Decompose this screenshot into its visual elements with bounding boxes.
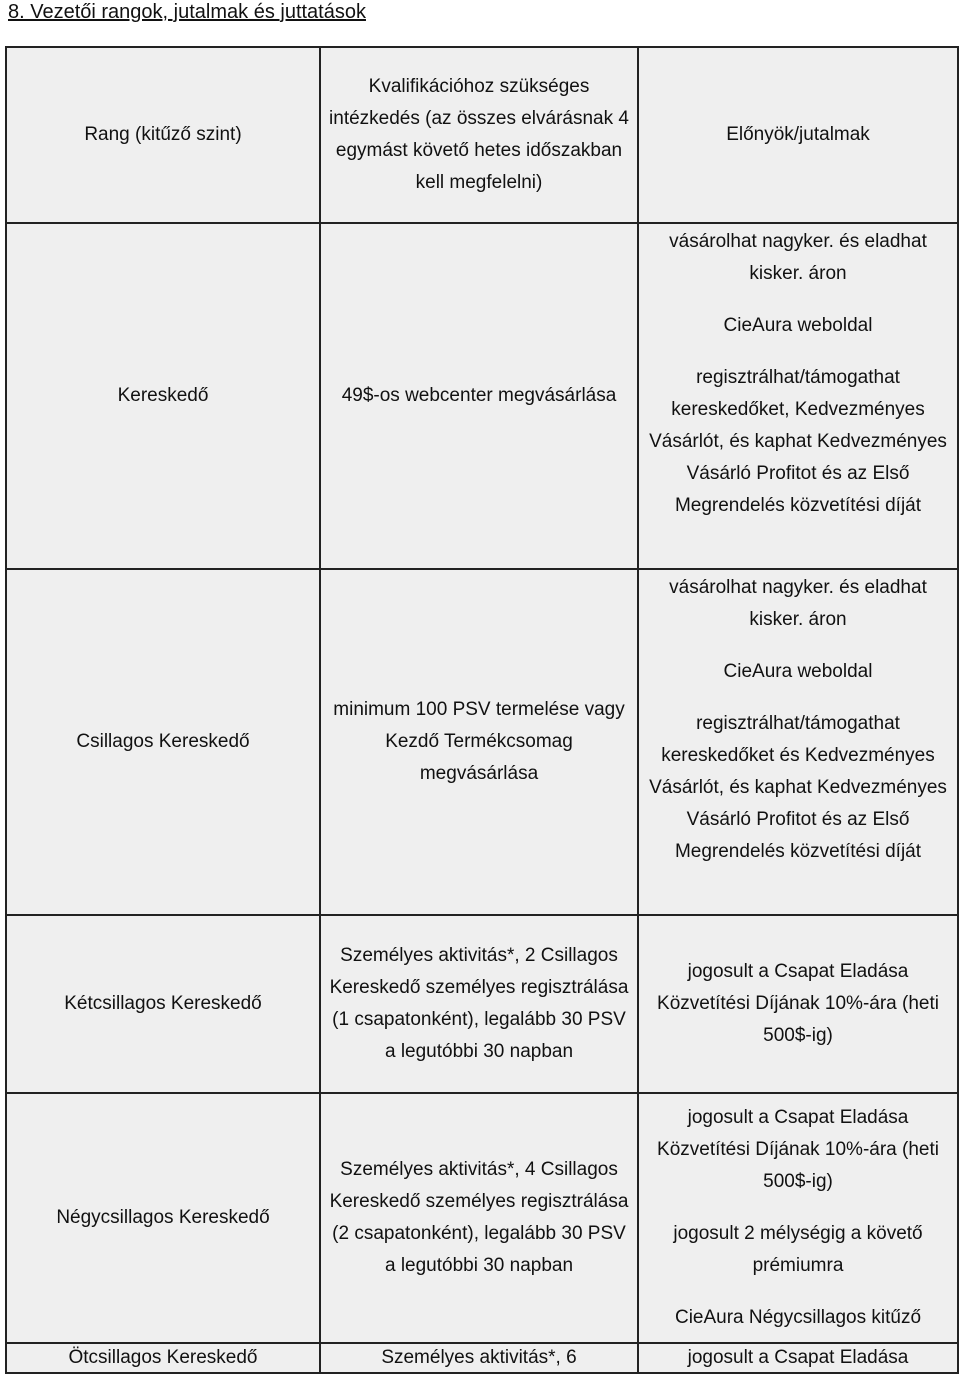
table-row (6, 569, 958, 915)
benefits-cell (638, 1093, 958, 1343)
benefits-cell (638, 223, 958, 569)
table-row (6, 1093, 958, 1343)
qualification-cell: minimum 100 PSV termelése vagy Kezdő Termékcsomag megvásárlása (320, 569, 638, 915)
table-row (6, 915, 958, 1093)
benefits-cell (638, 915, 958, 1093)
benefit-item: regisztrálhat/támogathat kereskedőket és Kedvezményes Vásárlót, és kaphat Kedvezményes Vásárló Profitot és az Első Megrendelés közvetítési díját (649, 713, 947, 862)
benefit-item: CieAura weboldal (723, 315, 873, 336)
header-qualification: Kvalifikációhoz szükséges intézkedés (az összes elvárásnak 4 egymást követő hetes időszakban kell megfelelni) (320, 47, 638, 223)
rank-cell: Kétcsillagos Kereskedő (6, 915, 320, 1093)
benefit-item: regisztrálhat/támogathat kereskedőket, Kedvezményes Vásárlót, és kaphat Kedvezményes Vásárló Profitot és az Első Megrendelés közvetítési díját (649, 367, 947, 516)
benefit-item: vásárolhat nagyker. és eladhat kisker. áron (669, 231, 927, 284)
qualification-cell: Személyes aktivitás*, 4 Csillagos Kereskedő személyes regisztrálása (2 csapatonként), legalább 30 PSV a legutóbbi 30 napban (320, 1093, 638, 1343)
rank-cell: Csillagos Kereskedő (6, 569, 320, 915)
qualification-cell: Személyes aktivitás*, 2 Csillagos Kereskedő személyes regisztrálása (1 csapatonként), legalább 30 PSV a legutóbbi 30 napban (320, 915, 638, 1093)
benefit-item: CieAura weboldal (723, 661, 873, 682)
rank-cell: Kereskedő (6, 223, 320, 569)
table-row (6, 1343, 958, 1373)
benefit-item: jogosult 2 mélységig a követő prémiumra (673, 1223, 923, 1276)
rank-cell: Négycsillagos Kereskedő (6, 1093, 320, 1343)
benefit-item: CieAura Négycsillagos kitűző (674, 1307, 922, 1328)
header-benefits: Előnyök/jutalmak (638, 47, 958, 223)
benefit-item: jogosult a Csapat Eladása Közvetítési Díjának 10%-ára (heti 500$-ig) (657, 1107, 939, 1192)
header-rank: Rang (kitűző szint) (6, 47, 320, 223)
benefit-item: jogosult a Csapat Eladása (687, 1347, 909, 1368)
table-header-row (6, 47, 958, 223)
benefit-item: jogosult a Csapat Eladása Közvetítési Díjának 10%-ára (heti 500$-ig) (657, 961, 939, 1046)
rank-cell: Ötcsillagos Kereskedő (6, 1343, 320, 1373)
benefits-cell (638, 569, 958, 915)
section-title: 8. Vezetői rangok, jutalmak és juttatások (8, 1, 366, 23)
table-row (6, 223, 958, 569)
qualification-cell: Személyes aktivitás*, 6 (320, 1343, 638, 1373)
ranks-table (5, 46, 959, 1374)
benefits-cell (638, 1343, 958, 1373)
qualification-cell: 49$-os webcenter megvásárlása (320, 223, 638, 569)
benefit-item: vásárolhat nagyker. és eladhat kisker. áron (669, 577, 927, 630)
